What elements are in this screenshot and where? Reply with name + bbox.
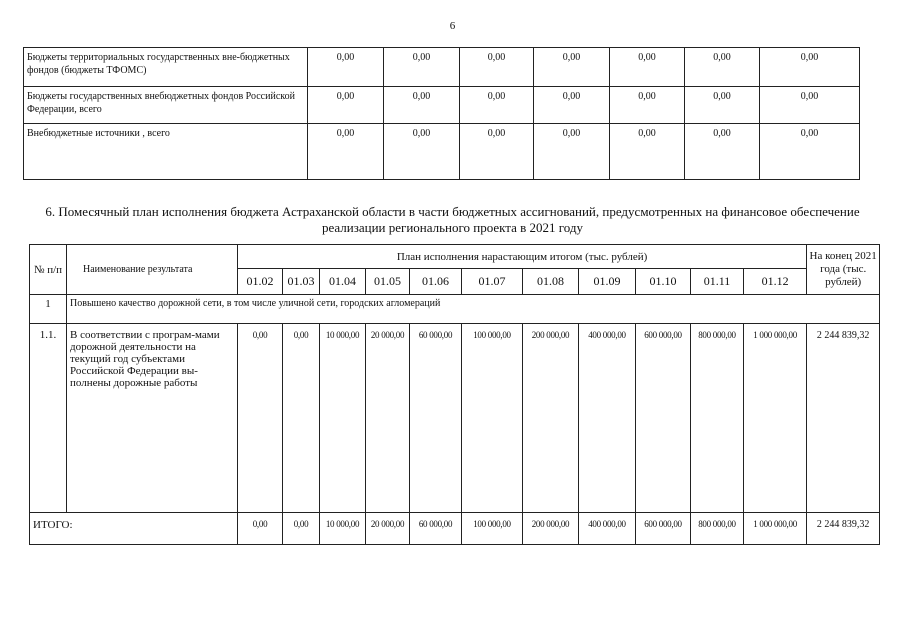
month-header: 01.12 (744, 269, 807, 295)
value-cell: 0,00 (534, 124, 610, 180)
value-cell: 0,00 (610, 87, 685, 124)
col-header-name: Наименование результата (67, 245, 238, 295)
total-value-cell: 0,00 (238, 513, 283, 545)
total-value-cell: 600 000,00 (636, 513, 691, 545)
month-header: 01.04 (320, 269, 366, 295)
total-value-cell: 800 000,00 (691, 513, 744, 545)
month-header: 01.02 (238, 269, 283, 295)
value-cell: 0,00 (238, 324, 283, 513)
total-value-cell: 400 000,00 (579, 513, 636, 545)
value-cell: 400 000,00 (579, 324, 636, 513)
row-number: 1.1. (30, 324, 67, 513)
month-header: 01.10 (636, 269, 691, 295)
value-cell: 0,00 (760, 48, 860, 87)
end-value-cell: 2 244 839,32 (807, 324, 880, 513)
total-value-cell: 10 000,00 (320, 513, 366, 545)
value-cell: 0,00 (460, 87, 534, 124)
month-header: 01.03 (283, 269, 320, 295)
total-value-cell: 60 000,00 (410, 513, 462, 545)
section-heading: 6. Помесячный план исполнения бюджета Астраханской области в части бюджетных ассигнований, предусмотренных на финансовое обеспечение реализации регионального проекта в 2021 году (45, 204, 860, 235)
total-value-cell: 1 000 000,00 (744, 513, 807, 545)
value-cell: 60 000,00 (410, 324, 462, 513)
result-name: В соответствии с програм-мами дорожной деятельности на текущий год субъектами Российской Федерации вы-полнены дорожные работы (67, 324, 238, 513)
month-header: 01.06 (410, 269, 462, 295)
value-cell: 0,00 (283, 324, 320, 513)
month-header: 01.08 (523, 269, 579, 295)
value-cell: 0,00 (610, 124, 685, 180)
table-row (30, 324, 880, 513)
value-cell: 600 000,00 (636, 324, 691, 513)
total-value-cell: 0,00 (283, 513, 320, 545)
value-cell: 0,00 (384, 87, 460, 124)
total-row (30, 513, 880, 545)
table-row (24, 48, 860, 87)
funding-sources-table (23, 47, 860, 180)
col-header-end: На конец 2021 года (тыс. рублей) (807, 245, 880, 295)
value-cell: 0,00 (534, 48, 610, 87)
value-cell: 0,00 (384, 124, 460, 180)
value-cell: 0,00 (534, 87, 610, 124)
value-cell: 800 000,00 (691, 324, 744, 513)
value-cell: 100 000,00 (462, 324, 523, 513)
value-cell: 0,00 (384, 48, 460, 87)
table-row (24, 87, 860, 124)
value-cell: 10 000,00 (320, 324, 366, 513)
page-number: 6 (449, 20, 456, 32)
value-cell: 200 000,00 (523, 324, 579, 513)
header-row (30, 245, 880, 269)
value-cell: 0,00 (760, 87, 860, 124)
total-end-value-cell: 2 244 839,32 (807, 513, 880, 545)
value-cell: 0,00 (308, 124, 384, 180)
row-label: Бюджеты территориальных государственных вне-бюджетных фондов (бюджеты ТФОМС) (24, 48, 308, 87)
month-header: 01.09 (579, 269, 636, 295)
value-cell: 0,00 (760, 124, 860, 180)
total-value-cell: 100 000,00 (462, 513, 523, 545)
value-cell: 0,00 (460, 48, 534, 87)
row-label: Бюджеты государственных внебюджетных фондов Российской Федерации, всего (24, 87, 308, 124)
month-header: 01.05 (366, 269, 410, 295)
monthly-plan-table (29, 244, 880, 545)
value-cell: 1 000 000,00 (744, 324, 807, 513)
month-header: 01.07 (462, 269, 523, 295)
value-cell: 0,00 (308, 48, 384, 87)
total-value-cell: 20 000,00 (366, 513, 410, 545)
value-cell: 0,00 (685, 48, 760, 87)
value-cell: 0,00 (685, 124, 760, 180)
table-row (24, 124, 860, 180)
value-cell: 0,00 (460, 124, 534, 180)
section-row (30, 295, 880, 324)
total-label: ИТОГО: (30, 513, 238, 545)
section-title: Повышено качество дорожной сети, в том числе уличной сети, городских агломераций (67, 295, 880, 324)
value-cell: 0,00 (685, 87, 760, 124)
value-cell: 20 000,00 (366, 324, 410, 513)
value-cell: 0,00 (610, 48, 685, 87)
total-value-cell: 200 000,00 (523, 513, 579, 545)
col-header-plan: План исполнения нарастающим итогом (тыс. рублей) (238, 245, 807, 269)
section-number: 1 (30, 295, 67, 324)
col-header-num: № п/п (30, 245, 67, 295)
row-label: Внебюджетные источники , всего (24, 124, 308, 180)
month-header: 01.11 (691, 269, 744, 295)
value-cell: 0,00 (308, 87, 384, 124)
